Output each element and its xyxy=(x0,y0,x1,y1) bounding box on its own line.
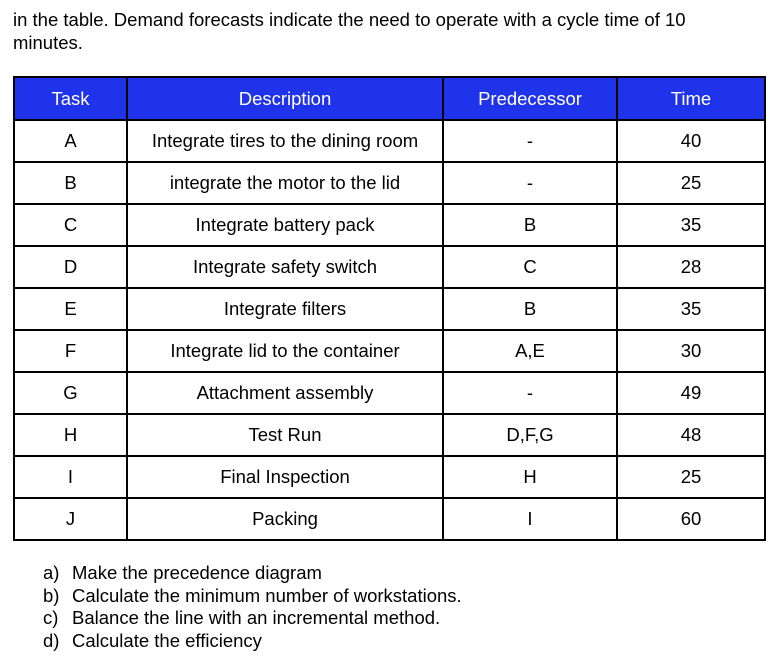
table-row xyxy=(14,204,765,246)
cell-task: C xyxy=(14,204,127,246)
cell-time: 35 xyxy=(617,288,765,330)
list-marker: a) xyxy=(43,562,60,583)
table-row xyxy=(14,498,765,540)
cell-time: 30 xyxy=(617,330,765,372)
cell-description: integrate the motor to the lid xyxy=(127,162,443,204)
cell-predecessor: B xyxy=(443,288,617,330)
task-table xyxy=(13,76,766,541)
question-text: Calculate the efficiency xyxy=(72,629,262,651)
cell-description: Final Inspection xyxy=(127,456,443,498)
question-text: Make the precedence diagram xyxy=(72,562,322,583)
cell-predecessor: D,F,G xyxy=(443,414,617,456)
header-predecessor: Predecessor xyxy=(443,77,617,120)
cell-predecessor: - xyxy=(443,120,617,162)
table-row xyxy=(14,246,765,288)
cell-time: 35 xyxy=(617,204,765,246)
list-item xyxy=(43,562,462,585)
cell-time: 48 xyxy=(617,414,765,456)
cell-description: Test Run xyxy=(127,414,443,456)
intro-paragraph xyxy=(13,8,773,54)
cell-task: B xyxy=(14,162,127,204)
header-description: Description xyxy=(127,77,443,120)
cell-time: 40 xyxy=(617,120,765,162)
header-task: Task xyxy=(14,77,127,120)
cell-time: 28 xyxy=(617,246,765,288)
table-header-row xyxy=(14,77,765,120)
cell-task: D xyxy=(14,246,127,288)
question-text: Balance the line with an incremental method. xyxy=(72,607,441,628)
table-row xyxy=(14,162,765,204)
question-list xyxy=(43,562,462,652)
table-row xyxy=(14,456,765,498)
cell-description: Integrate lid to the container xyxy=(127,330,443,372)
cell-predecessor: I xyxy=(443,498,617,540)
list-marker: d) xyxy=(43,629,60,651)
intro-line-2: minutes. xyxy=(13,32,83,53)
header-time: Time xyxy=(617,77,765,120)
cell-description: Integrate filters xyxy=(127,288,443,330)
cell-task: E xyxy=(14,288,127,330)
cell-task: F xyxy=(14,330,127,372)
cell-description: Packing xyxy=(127,498,443,540)
table-row xyxy=(14,414,765,456)
table-row xyxy=(14,120,765,162)
cell-time: 49 xyxy=(617,372,765,414)
cell-description: Attachment assembly xyxy=(127,372,443,414)
list-item xyxy=(43,585,462,608)
cell-task: H xyxy=(14,414,127,456)
list-item xyxy=(43,607,462,630)
cell-predecessor: C xyxy=(443,246,617,288)
cell-predecessor: B xyxy=(443,204,617,246)
list-marker: b) xyxy=(43,584,60,606)
cell-task: J xyxy=(14,498,127,540)
table-row xyxy=(14,372,765,414)
cell-description: Integrate battery pack xyxy=(127,204,443,246)
cell-predecessor: - xyxy=(443,372,617,414)
table-row xyxy=(14,330,765,372)
cell-description: Integrate tires to the dining room xyxy=(127,120,443,162)
cell-predecessor: - xyxy=(443,162,617,204)
cell-task: A xyxy=(14,120,127,162)
table-row xyxy=(14,288,765,330)
question-text: Calculate the minimum number of workstations. xyxy=(72,584,462,606)
cell-time: 25 xyxy=(617,162,765,204)
cell-predecessor: A,E xyxy=(443,330,617,372)
cell-task: G xyxy=(14,372,127,414)
cell-description: Integrate safety switch xyxy=(127,246,443,288)
cell-time: 60 xyxy=(617,498,765,540)
list-marker: c) xyxy=(43,607,59,628)
intro-line-1: in the table. Demand forecasts indicate the need to operate with a cycle time of 10 xyxy=(13,9,686,30)
list-item xyxy=(43,630,462,653)
cell-task: I xyxy=(14,456,127,498)
cell-time: 25 xyxy=(617,456,765,498)
cell-predecessor: H xyxy=(443,456,617,498)
